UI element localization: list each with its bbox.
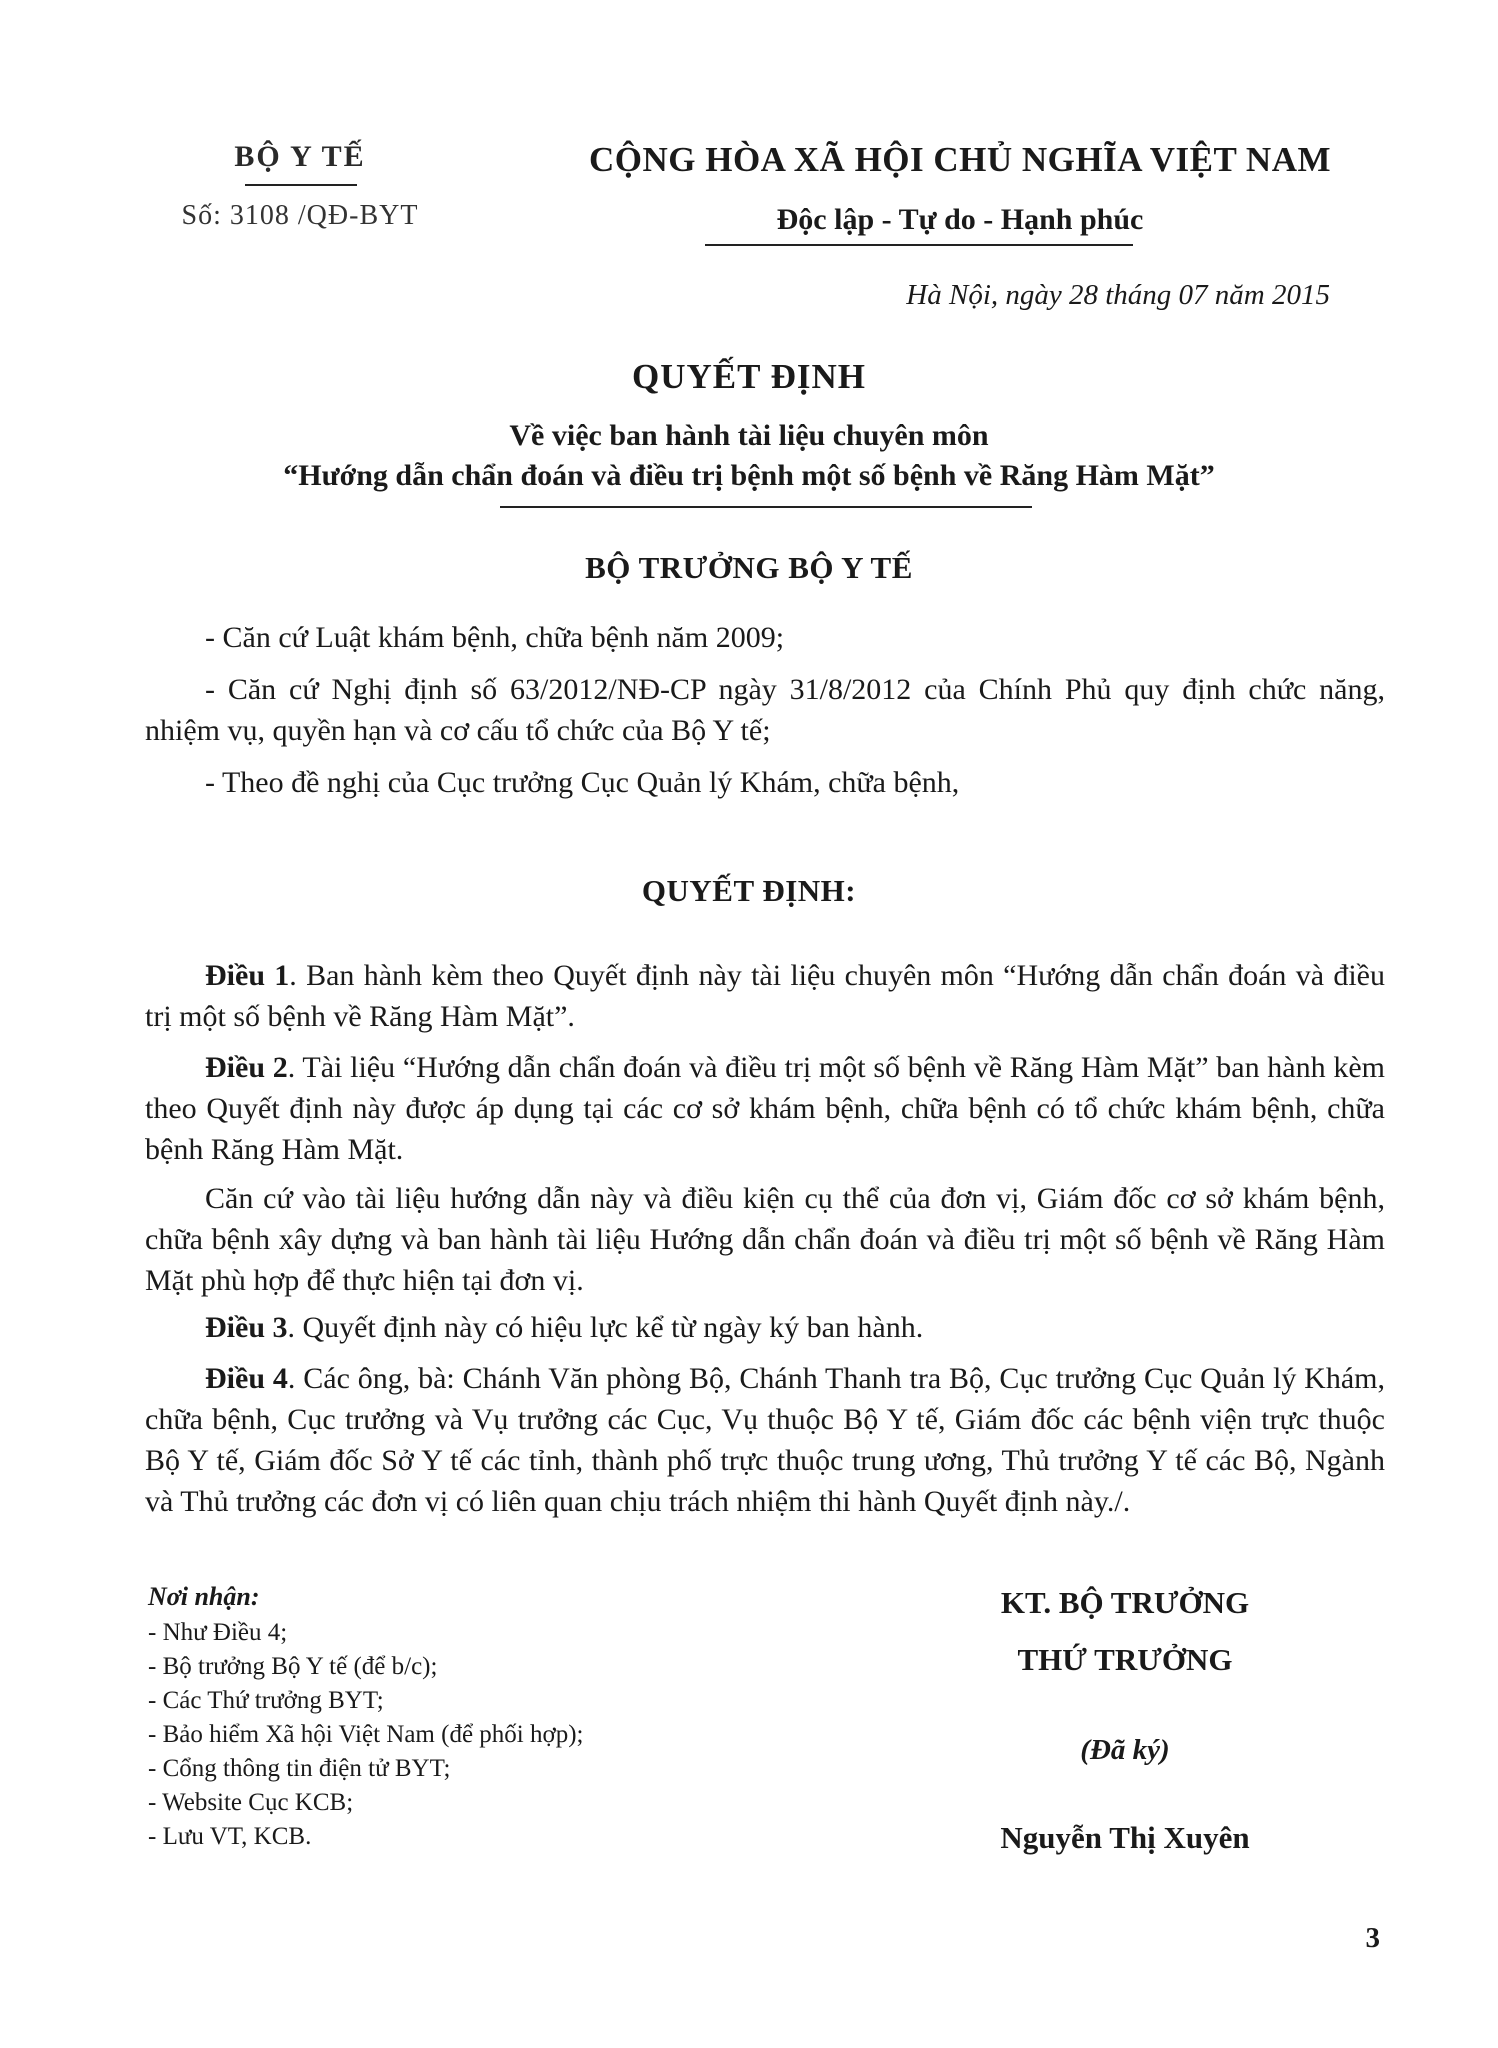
article-2-label: Điều 2 (205, 1051, 288, 1084)
page-number: 3 (1365, 1922, 1380, 1954)
signatory-title-1: KT. BỘ TRƯỞNG (1000, 1585, 1250, 1620)
recipients-heading: Nơi nhận: (148, 1582, 260, 1611)
signatory-title-2: THỨ TRƯỞNG (1017, 1642, 1233, 1677)
basis-paragraph-1: - Căn cứ Luật khám bệnh, chữa bệnh năm 2009; (205, 621, 785, 654)
article-3-text: . Quyết định này có hiệu lực kể từ ngày ký ban hành. (287, 1311, 924, 1344)
article-2-continuation (145, 1178, 1385, 1301)
signatory-name: Nguyễn Thị Xuyên (1000, 1820, 1250, 1855)
basis-paragraph-2: - Căn cứ Nghị định số 63/2012/NĐ-CP ngày 31/8/2012 của Chính Phủ quy định chức năng, nhiệm vụ, quyền hạn và cơ cấu tổ chức của Bộ Y tế; (145, 673, 1385, 747)
place-and-date: Hà Nội, ngày 28 tháng 07 năm 2015 (906, 279, 1330, 311)
subject-underline (500, 506, 1032, 508)
issuing-agency: BỘ Y TẾ (234, 140, 366, 173)
national-title: CỘNG HÒA XÃ HỘI CHỦ NGHĨA VIỆT NAM (588, 140, 1332, 179)
article-4-text: . Các ông, bà: Chánh Văn phòng Bộ, Chánh Thanh tra Bộ, Cục trưởng Cục Quản lý Khám, chữa bệnh, Cục trưởng và Vụ trưởng các Cục, Vụ thuộc Bộ Y tế, Giám đốc các bệnh viện trực thuộc Bộ Y tế, Giám đốc Sở Y tế các tỉnh, thành phố trực thuộc trung ương, Thủ trưởng Y tế các Bộ, Ngành và Thủ trưởng các đơn vị có liên quan chịu trách nhiệm thi hành Quyết định này./. (145, 1362, 1386, 1518)
article-2 (145, 1047, 1385, 1170)
basis-paragraph-3: - Theo đề nghị của Cục trưởng Cục Quản lý Khám, chữa bệnh, (205, 766, 960, 799)
motto-underline (705, 244, 1133, 246)
document-number: Số: 3108 /QĐ-BYT (181, 200, 419, 231)
article-1-text: . Ban hành kèm theo Quyết định này tài liệu chuyên môn “Hướng dẫn chẩn đoán và điều trị một số bệnh về Răng Hàm Mặt”. (145, 959, 1385, 1033)
subject-line-1: Về việc ban hành tài liệu chuyên môn (509, 419, 989, 452)
decision-heading: QUYẾT ĐỊNH: (641, 873, 857, 908)
article-2-continuation-text: Căn cứ vào tài liệu hướng dẫn này và điều kiện cụ thể của đơn vị, Giám đốc cơ sở khám bệnh, chữa bệnh xây dựng và ban hành tài liệu Hướng dẫn chẩn đoán và điều trị một số bệnh về Răng Hàm Mặt phù hợp để thực hiện tại đơn vị. (145, 1182, 1385, 1297)
issuer-heading: BỘ TRƯỞNG BỘ Y TẾ (585, 550, 913, 585)
recipient-item: - Website Cục KCB; (148, 1789, 354, 1816)
recipient-item: - Lưu VT, KCB. (148, 1823, 312, 1850)
recipient-item: - Các Thứ trưởng BYT; (148, 1687, 384, 1714)
article-3-label: Điều 3 (205, 1311, 288, 1344)
article-4-label: Điều 4 (205, 1362, 288, 1395)
recipient-item: - Cổng thông tin điện tử BYT; (148, 1755, 451, 1782)
article-3 (145, 1307, 1385, 1348)
signed-status: (Đã ký) (1080, 1734, 1170, 1766)
recipients-list (148, 1616, 583, 1854)
recipient-item: - Như Điều 4; (148, 1619, 288, 1646)
article-1-label: Điều 1 (205, 959, 290, 992)
article-1 (145, 955, 1385, 1037)
document-type-title: QUYẾT ĐỊNH (632, 357, 866, 396)
recipient-item: - Bộ trưởng Bộ Y tế (để b/c); (148, 1653, 438, 1680)
article-2-text: . Tài liệu “Hướng dẫn chẩn đoán và điều trị một số bệnh về Răng Hàm Mặt” ban hành kèm theo Quyết định này được áp dụng tại các cơ sở khám bệnh, chữa bệnh có tổ chức khám bệnh, chữa bệnh Răng Hàm Mặt. (145, 1051, 1386, 1166)
recipient-item: - Bảo hiểm Xã hội Việt Nam (để phối hợp); (148, 1721, 584, 1748)
article-4 (145, 1358, 1385, 1522)
agency-underline (245, 184, 357, 186)
national-motto: Độc lập - Tự do - Hạnh phúc (776, 203, 1144, 236)
subject-line-2: “Hướng dẫn chẩn đoán và điều trị bệnh một số bệnh về Răng Hàm Mặt” (283, 459, 1215, 492)
